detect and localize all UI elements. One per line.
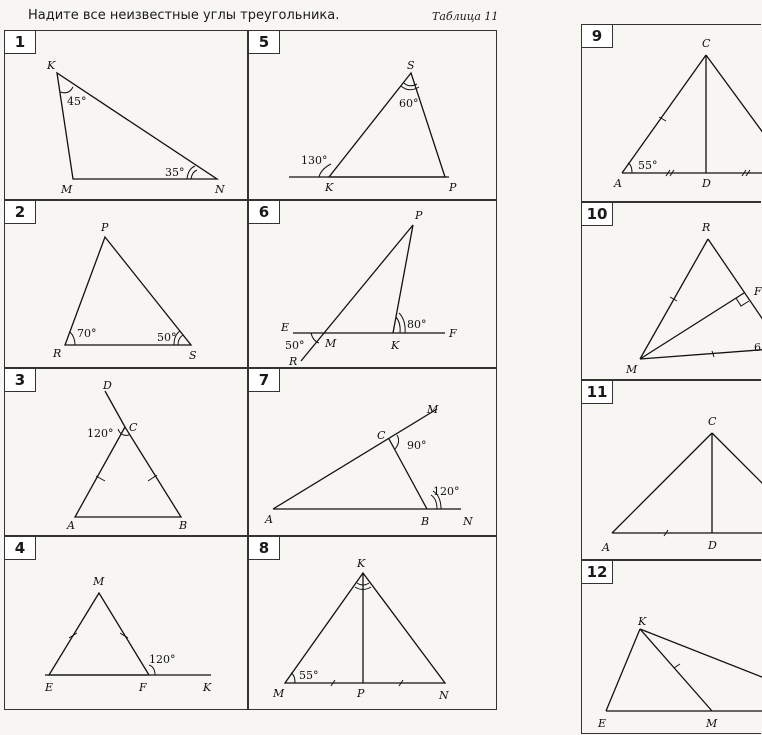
- vertex-m: M: [626, 363, 638, 376]
- vertex-m: M: [427, 403, 439, 416]
- vertex-c: C: [377, 429, 386, 442]
- vertex-k: K: [325, 181, 334, 194]
- angle-label: 50°: [157, 331, 177, 344]
- problem-number: 9: [582, 25, 613, 48]
- angle-label: 35°: [165, 166, 185, 179]
- triangle-figure-6: [249, 201, 498, 369]
- problem-number: 11: [582, 381, 613, 404]
- vertex-m: M: [93, 575, 105, 588]
- triangle-figure-10: [582, 203, 762, 381]
- problem-number: 8: [249, 537, 280, 560]
- problem-number: 7: [249, 369, 280, 392]
- triangle-figure-12: [582, 561, 762, 735]
- angle-label: 130°: [301, 154, 328, 167]
- vertex-k: K: [391, 339, 400, 352]
- table-label: Таблица 11: [432, 10, 499, 23]
- vertex-c: C: [708, 415, 717, 428]
- vertex-d: D: [702, 177, 711, 190]
- problem-number: 3: [5, 369, 36, 392]
- problem-11-cell: [581, 380, 761, 560]
- vertex-m: M: [706, 717, 718, 730]
- vertex-a: A: [614, 177, 622, 190]
- vertex-n: N: [215, 183, 225, 196]
- vertex-p: P: [101, 221, 109, 234]
- problem-12-cell: [581, 560, 761, 734]
- vertex-c: C: [702, 37, 711, 50]
- vertex-e: E: [281, 321, 290, 334]
- problem-6-cell: [248, 200, 497, 368]
- triangle-figure-1: [5, 31, 249, 201]
- vertex-p: P: [449, 181, 457, 194]
- angle-label: 55°: [638, 159, 658, 172]
- vertex-k: K: [203, 681, 212, 694]
- triangle-figure-9: [582, 25, 762, 203]
- vertex-a: A: [265, 513, 273, 526]
- problem-number: 5: [249, 31, 280, 54]
- triangle-figure-2: [5, 201, 249, 369]
- problem-1-cell: [4, 30, 248, 200]
- vertex-f: F: [754, 285, 762, 298]
- vertex-m: M: [325, 337, 337, 350]
- angle-label: 80°: [407, 318, 427, 331]
- vertex-r: R: [289, 355, 298, 368]
- vertex-n: N: [439, 689, 449, 702]
- vertex-k: K: [638, 615, 647, 628]
- angle-label: 6: [754, 341, 761, 354]
- vertex-e: E: [45, 681, 54, 694]
- vertex-r: R: [53, 347, 62, 360]
- problem-number: 1: [5, 31, 36, 54]
- vertex-s: S: [189, 349, 197, 362]
- vertex-s: S: [407, 59, 415, 72]
- triangle-figure-8: [249, 537, 498, 711]
- problem-8-cell: [248, 536, 497, 710]
- vertex-n: N: [463, 515, 473, 528]
- vertex-a: A: [67, 519, 75, 532]
- vertex-m: M: [273, 687, 285, 700]
- vertex-f: F: [449, 327, 457, 340]
- angle-label: 120°: [87, 427, 114, 440]
- problem-number: 4: [5, 537, 36, 560]
- angle-label: 45°: [67, 95, 87, 108]
- triangle-figure-4: [5, 537, 249, 711]
- problem-5-cell: [248, 30, 497, 200]
- problem-7-cell: [248, 368, 497, 536]
- problem-10-cell: [581, 202, 761, 380]
- vertex-b: B: [421, 515, 430, 528]
- angle-label: 60°: [399, 97, 419, 110]
- vertex-e: E: [598, 717, 607, 730]
- vertex-c: C: [129, 421, 138, 434]
- problem-9-cell: [581, 24, 761, 202]
- vertex-k: K: [47, 59, 56, 72]
- vertex-p: P: [415, 209, 423, 222]
- vertex-k: K: [357, 557, 366, 570]
- problem-number: 10: [582, 203, 613, 226]
- angle-label: 55°: [299, 669, 319, 682]
- vertex-f: F: [139, 681, 147, 694]
- vertex-d: D: [708, 539, 717, 552]
- vertex-d: D: [103, 379, 112, 392]
- problem-number: 6: [249, 201, 280, 224]
- angle-label: 120°: [149, 653, 176, 666]
- worksheet-title: Надите все неизвестные углы треугольника.: [28, 8, 340, 23]
- angle-label: 90°: [407, 439, 427, 452]
- vertex-b: B: [179, 519, 188, 532]
- vertex-a: A: [602, 541, 610, 554]
- vertex-p: P: [357, 687, 365, 700]
- problem-number: 12: [582, 561, 613, 584]
- problem-number: 2: [5, 201, 36, 224]
- angle-label: 50°: [285, 339, 305, 352]
- angle-label: 70°: [77, 327, 97, 340]
- triangle-figure-7: [249, 369, 498, 537]
- problem-2-cell: [4, 200, 248, 368]
- triangle-figure-5: [249, 31, 498, 201]
- triangle-figure-3: [5, 369, 249, 537]
- problem-3-cell: [4, 368, 248, 536]
- vertex-m: M: [61, 183, 73, 196]
- problem-4-cell: [4, 536, 248, 710]
- triangle-figure-11: [582, 381, 762, 561]
- angle-label: 120°: [433, 485, 460, 498]
- vertex-r: R: [702, 221, 711, 234]
